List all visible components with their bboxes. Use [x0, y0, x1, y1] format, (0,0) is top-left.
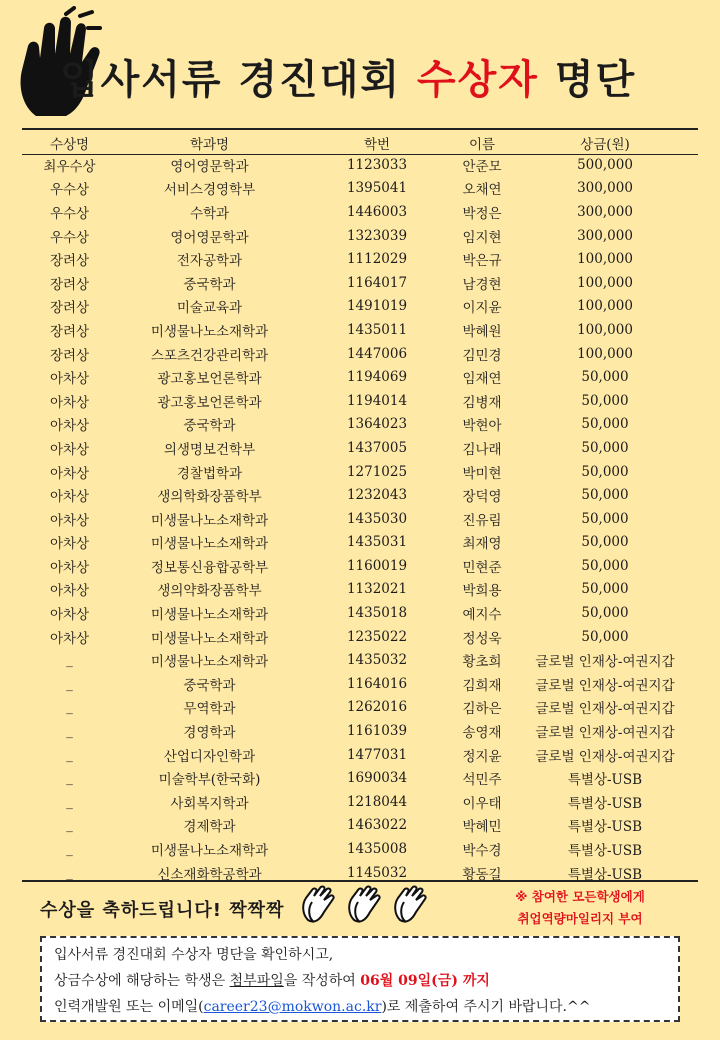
- student-id-cell: 1132021: [346, 581, 408, 598]
- department-cell: 의생명보건학부: [163, 441, 256, 458]
- col-name: 이름: [468, 136, 496, 153]
- notice-box: [40, 936, 680, 1022]
- name-cell: 박희용: [462, 583, 502, 600]
- department-cell: 미술학부(한국화): [158, 772, 261, 789]
- table-header: [22, 132, 698, 153]
- award-cell: 아차상: [49, 441, 90, 458]
- col-award: 수상명: [49, 136, 90, 153]
- table-row: [22, 365, 698, 389]
- prize-cell: 50,000: [581, 628, 629, 645]
- award-cell: _: [66, 723, 73, 740]
- col-department: 학과명: [189, 136, 230, 153]
- name-cell: 김하은: [462, 701, 502, 718]
- award-cell: _: [66, 746, 73, 763]
- department-cell: 미생물나노소재학과: [150, 843, 269, 860]
- name-cell: 안준모: [462, 158, 502, 175]
- award-cell: 우수상: [49, 229, 90, 246]
- award-cell: 우수상: [49, 182, 90, 199]
- student-id-cell: 1435031: [346, 534, 408, 551]
- col-student-id: 학번: [363, 136, 391, 153]
- student-id-cell: 1232043: [346, 487, 408, 504]
- name-cell: 김병재: [462, 394, 502, 411]
- student-id-cell: 1161039: [346, 723, 408, 740]
- department-cell: 신소재화학공학과: [157, 866, 262, 883]
- prize-cell: 50,000: [581, 534, 629, 551]
- table-row: [22, 578, 698, 602]
- award-cell: _: [66, 841, 73, 858]
- table-row: [22, 436, 698, 460]
- student-id-cell: 1194069: [346, 369, 408, 386]
- prize-cell: 100,000: [577, 298, 633, 315]
- name-cell: 석민주: [462, 772, 502, 789]
- email-link[interactable]: career23@mokwon.ac.kr: [203, 999, 382, 1015]
- clapping-hands-icon: [298, 882, 342, 926]
- prize-cell: 50,000: [581, 510, 629, 527]
- student-id-cell: 1123033: [346, 156, 408, 173]
- prize-cell: 특별상-USB: [567, 795, 643, 812]
- student-id-cell: 1435008: [346, 841, 408, 858]
- table-row: [22, 601, 698, 625]
- name-cell: 황동길: [462, 866, 502, 883]
- student-id-cell: 1323039: [346, 227, 408, 244]
- award-cell: 아차상: [49, 607, 90, 624]
- award-cell: 아차상: [49, 630, 90, 647]
- student-id-cell: 1477031: [346, 746, 408, 763]
- award-cell: 아차상: [49, 512, 90, 529]
- prize-cell: 특별상-USB: [567, 819, 643, 836]
- department-cell: 미생물나노소재학과: [150, 630, 269, 647]
- table-row: [22, 200, 698, 224]
- department-cell: 미생물나노소재학과: [150, 512, 269, 529]
- table-row: [22, 413, 698, 437]
- student-id-cell: 1435018: [346, 605, 408, 622]
- table-row: [22, 153, 698, 177]
- page-title: 입사서류 경진대회 수상자 명단: [60, 57, 637, 103]
- name-cell: 임재연: [462, 371, 502, 388]
- student-id-cell: 1463022: [346, 817, 408, 834]
- table-row: [22, 837, 698, 861]
- student-id-cell: 1271025: [346, 463, 408, 480]
- department-cell: 사회복지학과: [170, 795, 249, 812]
- award-cell: 아차상: [49, 583, 90, 600]
- prize-cell: 50,000: [581, 392, 629, 409]
- name-cell: 이우태: [462, 795, 502, 812]
- award-cell: 장려상: [49, 253, 90, 270]
- table-row: [22, 672, 698, 696]
- award-cell: 아차상: [49, 394, 90, 411]
- prize-cell: 특별상-USB: [567, 772, 643, 789]
- student-id-cell: 1112029: [346, 251, 408, 268]
- student-id-cell: 1164016: [346, 675, 408, 692]
- awards-table: [22, 132, 698, 884]
- student-id-cell: 1447006: [346, 345, 408, 362]
- award-cell: 장려상: [49, 323, 90, 340]
- name-cell: 예지수: [462, 607, 502, 624]
- prize-cell: 50,000: [581, 439, 629, 456]
- award-cell: 장려상: [49, 300, 90, 317]
- table-row: [22, 342, 698, 366]
- award-cell: _: [66, 699, 73, 716]
- table-top-rule: [22, 128, 698, 130]
- table-row: [22, 719, 698, 743]
- department-cell: 전자공학과: [176, 253, 243, 270]
- table-row: [22, 271, 698, 295]
- name-cell: 박미현: [462, 465, 502, 482]
- department-cell: 산업디자인학과: [163, 748, 256, 765]
- table-row: [22, 507, 698, 531]
- name-cell: 박혜민: [462, 819, 502, 836]
- table-row: [22, 531, 698, 555]
- award-cell: 최우수상: [43, 158, 96, 175]
- name-cell: 오채연: [462, 182, 502, 199]
- table-row: [22, 224, 698, 248]
- award-cell: _: [66, 817, 73, 834]
- note-line-2: 취업역량마일리지 부여: [517, 911, 643, 926]
- department-cell: 중국학과: [183, 677, 236, 694]
- student-id-cell: 1435011: [346, 321, 408, 338]
- name-cell: 박혜원: [462, 323, 502, 340]
- table-row: [22, 389, 698, 413]
- prize-cell: 50,000: [581, 487, 629, 504]
- department-cell: 영어영문학과: [170, 229, 249, 246]
- department-cell: 생의학화장품학부: [157, 489, 262, 506]
- name-cell: 임지현: [462, 229, 502, 246]
- name-cell: 남경현: [462, 276, 502, 293]
- award-cell: 아차상: [49, 559, 90, 576]
- table-row: [22, 318, 698, 342]
- name-cell: 김희재: [462, 677, 502, 694]
- name-cell: 장덕영: [462, 489, 502, 506]
- attachment-text: 첨부파일: [229, 973, 284, 989]
- participation-note: [480, 886, 680, 930]
- award-cell: _: [66, 675, 73, 692]
- student-id-cell: 1160019: [346, 557, 408, 574]
- student-id-cell: 1435030: [346, 510, 408, 527]
- award-cell: 장려상: [49, 276, 90, 293]
- prize-cell: 특별상-USB: [567, 866, 643, 883]
- prize-cell: 100,000: [577, 321, 633, 338]
- name-cell: 정성욱: [462, 630, 502, 647]
- department-cell: 광고홍보언론학과: [157, 371, 262, 388]
- student-id-cell: 1364023: [346, 416, 408, 433]
- award-cell: _: [66, 793, 73, 810]
- name-cell: 박현아: [462, 418, 502, 435]
- award-cell: _: [66, 864, 73, 881]
- notice-line-3: 인력개발원 또는 이메일(career23@mokwon.ac.kr)로 제출하여 주시기 바랍니다.^^: [54, 999, 591, 1015]
- student-id-cell: 1262016: [346, 699, 408, 716]
- prize-cell: 300,000: [577, 180, 633, 197]
- prize-cell: 50,000: [581, 463, 629, 480]
- student-id-cell: 1164017: [346, 274, 408, 291]
- department-cell: 서비스경영학부: [163, 182, 256, 199]
- table-row: [22, 295, 698, 319]
- award-cell: _: [66, 652, 73, 669]
- name-cell: 박은규: [462, 253, 502, 270]
- table-row: [22, 766, 698, 790]
- name-cell: 진유림: [462, 512, 502, 529]
- department-cell: 무역학과: [183, 701, 236, 718]
- student-id-cell: 1690034: [346, 770, 408, 787]
- name-cell: 민현준: [462, 559, 502, 576]
- department-cell: 정보통신융합공학부: [150, 559, 269, 576]
- award-cell: 아차상: [49, 418, 90, 435]
- student-id-cell: 1491019: [346, 298, 408, 315]
- table-row: [22, 460, 698, 484]
- prize-cell: 100,000: [577, 274, 633, 291]
- award-cell: 아차상: [49, 536, 90, 553]
- name-cell: 박정은: [462, 205, 502, 222]
- col-prize: 상금(원): [580, 136, 630, 153]
- prize-cell: 50,000: [581, 416, 629, 433]
- department-cell: 미생물나노소재학과: [150, 323, 269, 340]
- prize-cell: 500,000: [577, 156, 633, 173]
- award-cell: 아차상: [49, 371, 90, 388]
- name-cell: 김나래: [462, 441, 502, 458]
- department-cell: 경찰법학과: [176, 465, 243, 482]
- table-row: [22, 625, 698, 649]
- student-id-cell: 1235022: [346, 628, 408, 645]
- student-id-cell: 1145032: [346, 864, 408, 881]
- table-row: [22, 790, 698, 814]
- name-cell: 최재영: [462, 536, 502, 553]
- table-row: [22, 814, 698, 838]
- table-row: [22, 648, 698, 672]
- department-cell: 중국학과: [183, 276, 236, 293]
- prize-cell: 50,000: [581, 581, 629, 598]
- table-row: [22, 696, 698, 720]
- title-accent: 수상자: [416, 57, 539, 103]
- department-cell: 영어영문학과: [170, 158, 249, 175]
- department-cell: 생의약화장품학부: [157, 583, 262, 600]
- deadline-text: 06월 09일(금) 까지: [360, 973, 490, 989]
- award-cell: 아차상: [49, 489, 90, 506]
- prize-cell: 50,000: [581, 557, 629, 574]
- note-line-1: ※ 참여한 모든학생에게: [515, 889, 645, 904]
- department-cell: 스포츠건강관리학과: [150, 347, 269, 364]
- name-cell: 김민경: [462, 347, 502, 364]
- prize-cell: 글로벌 인재상-여권지갑: [535, 677, 675, 694]
- department-cell: 미술교육과: [176, 300, 243, 317]
- award-cell: 장려상: [49, 347, 90, 364]
- award-cell: 아차상: [49, 465, 90, 482]
- prize-cell: 50,000: [581, 369, 629, 386]
- prize-cell: 300,000: [577, 227, 633, 244]
- department-cell: 미생물나노소재학과: [150, 654, 269, 671]
- department-cell: 광고홍보언론학과: [157, 394, 262, 411]
- department-cell: 미생물나노소재학과: [150, 607, 269, 624]
- prize-cell: 글로벌 인재상-여권지갑: [535, 701, 675, 718]
- name-cell: 송영재: [462, 725, 502, 742]
- award-cell: 우수상: [49, 205, 90, 222]
- prize-cell: 300,000: [577, 203, 633, 220]
- student-id-cell: 1446003: [346, 203, 408, 220]
- table-row: [22, 743, 698, 767]
- department-cell: 미생물나노소재학과: [150, 536, 269, 553]
- student-id-cell: 1194014: [346, 392, 408, 409]
- name-cell: 정지윤: [462, 748, 502, 765]
- student-id-cell: 1395041: [346, 180, 408, 197]
- congrats-text: 수상을 축하드립니다! 짝짝짝: [40, 900, 285, 921]
- clapping-hands-icon: [344, 882, 388, 926]
- department-cell: 수학과: [189, 205, 230, 222]
- prize-cell: 글로벌 인재상-여권지갑: [535, 725, 675, 742]
- name-cell: 황초희: [462, 654, 502, 671]
- table-row: [22, 483, 698, 507]
- notice-line-1: 입사서류 경진대회 수상자 명단을 확인하시고,: [54, 947, 334, 963]
- notice-line-2: 상금수상에 해당하는 학생은 첨부파일을 작성하여 06월 09일(금) 까지: [54, 973, 490, 989]
- name-cell: 이지윤: [462, 300, 502, 317]
- prize-cell: 글로벌 인재상-여권지갑: [535, 748, 675, 765]
- prize-cell: 글로벌 인재상-여권지갑: [535, 654, 675, 671]
- department-cell: 중국학과: [183, 418, 236, 435]
- award-cell: _: [66, 770, 73, 787]
- student-id-cell: 1437005: [346, 439, 408, 456]
- table-row: [22, 247, 698, 271]
- table-row: [22, 554, 698, 578]
- department-cell: 경제학과: [183, 819, 236, 836]
- title-area: [0, 0, 720, 125]
- clapping-hands-icon: [390, 882, 434, 926]
- prize-cell: 50,000: [581, 605, 629, 622]
- department-cell: 경영학과: [183, 725, 236, 742]
- student-id-cell: 1218044: [346, 793, 408, 810]
- name-cell: 박수경: [462, 843, 502, 860]
- prize-cell: 특별상-USB: [567, 843, 643, 860]
- student-id-cell: 1435032: [346, 652, 408, 669]
- prize-cell: 100,000: [577, 251, 633, 268]
- table-row: [22, 177, 698, 201]
- prize-cell: 100,000: [577, 345, 633, 362]
